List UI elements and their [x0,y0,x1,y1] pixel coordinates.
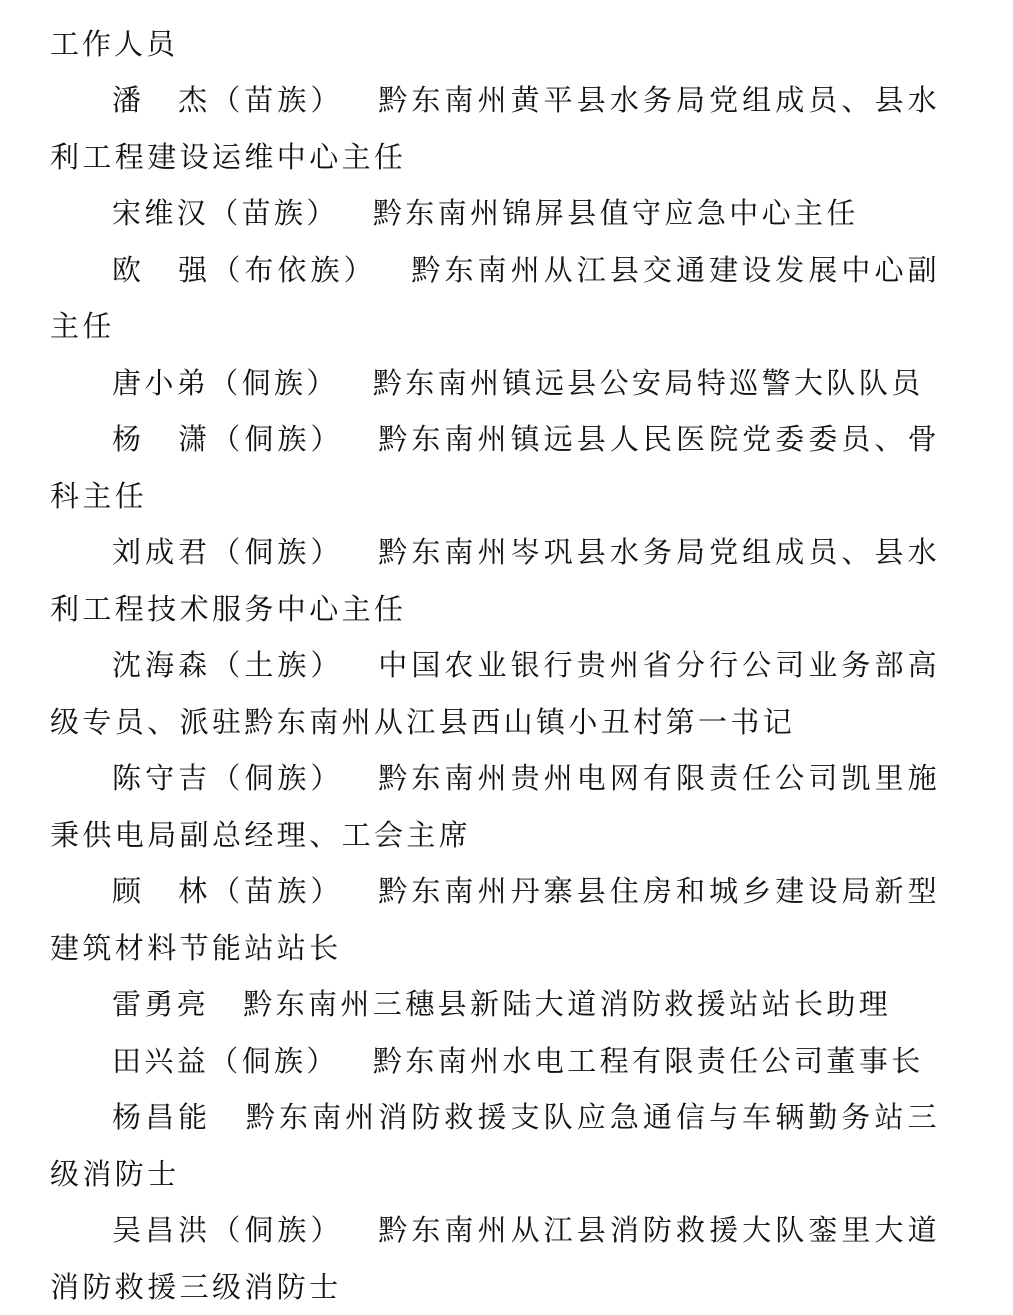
staff-description: 黔东南州黄平县水务局党组成员、县水利工程建设运维中心主任 [50,83,940,174]
staff-description: 黔东南州贵州电网有限责任公司凯里施秉供电局副总经理、工会主席 [50,761,940,852]
staff-description: 中国农业银行贵州省分行公司业务部高级专员、派驻黔东南州从江县西山镇小丑村第一书记 [50,648,940,739]
staff-entry [50,1089,940,1202]
staff-name: 杨 潇（侗族） [112,422,344,456]
staff-description: 黔东南州三穗县新陆大道消防救援站站长助理 [243,987,892,1021]
staff-entry [50,355,940,412]
staff-entry [50,1033,940,1090]
staff-list [50,72,940,1315]
staff-entry [50,242,940,355]
staff-description: 黔东南州丹寨县住房和城乡建设局新型建筑材料节能站站长 [50,874,940,965]
staff-name: 刘成君（侗族） [112,535,344,569]
staff-name: 顾 林（苗族） [112,874,344,908]
staff-name: 潘 杰（苗族） [112,83,344,117]
staff-description: 黔东南州从江县交通建设发展中心副主任 [50,252,940,343]
staff-description: 黔东南州锦屏县值守应急中心主任 [372,196,859,230]
staff-entry [50,185,940,242]
staff-name: 宋维汉（苗族） [112,196,339,230]
section-heading: 工作人员 [50,27,179,61]
staff-name: 欧 强（布依族） [112,252,377,287]
staff-entry [50,411,940,524]
staff-name: 沈海森（土族） [112,648,344,682]
staff-name: 吴昌洪（侗族） [112,1213,344,1247]
staff-entry [50,72,940,185]
staff-entry [50,524,940,637]
staff-name: 陈守吉（侗族） [112,761,344,795]
staff-name: 杨昌能 [112,1100,212,1134]
staff-entry [50,863,940,976]
staff-name: 唐小弟（侗族） [112,365,339,400]
staff-description: 黔东南州水电工程有限责任公司董事长 [372,1043,924,1078]
staff-description: 黔东南州从江县消防救援大队銮里大道消防救援三级消防士 [50,1213,940,1304]
staff-description: 黔东南州岑巩县水务局党组成员、县水利工程技术服务中心主任 [50,535,940,626]
staff-description: 黔东南州消防救援支队应急通信与车辆勤务站三级消防士 [50,1100,940,1191]
staff-entry [50,1202,940,1315]
staff-name: 田兴益（侗族） [112,1043,339,1078]
staff-description: 黔东南州镇远县人民医院党委委员、骨科主任 [50,422,940,513]
staff-entry [50,637,940,750]
staff-description: 黔东南州镇远县公安局特巡警大队队员 [372,365,924,400]
staff-entry [50,976,940,1033]
staff-name: 雷勇亮 [112,987,210,1021]
staff-entry [50,750,940,863]
